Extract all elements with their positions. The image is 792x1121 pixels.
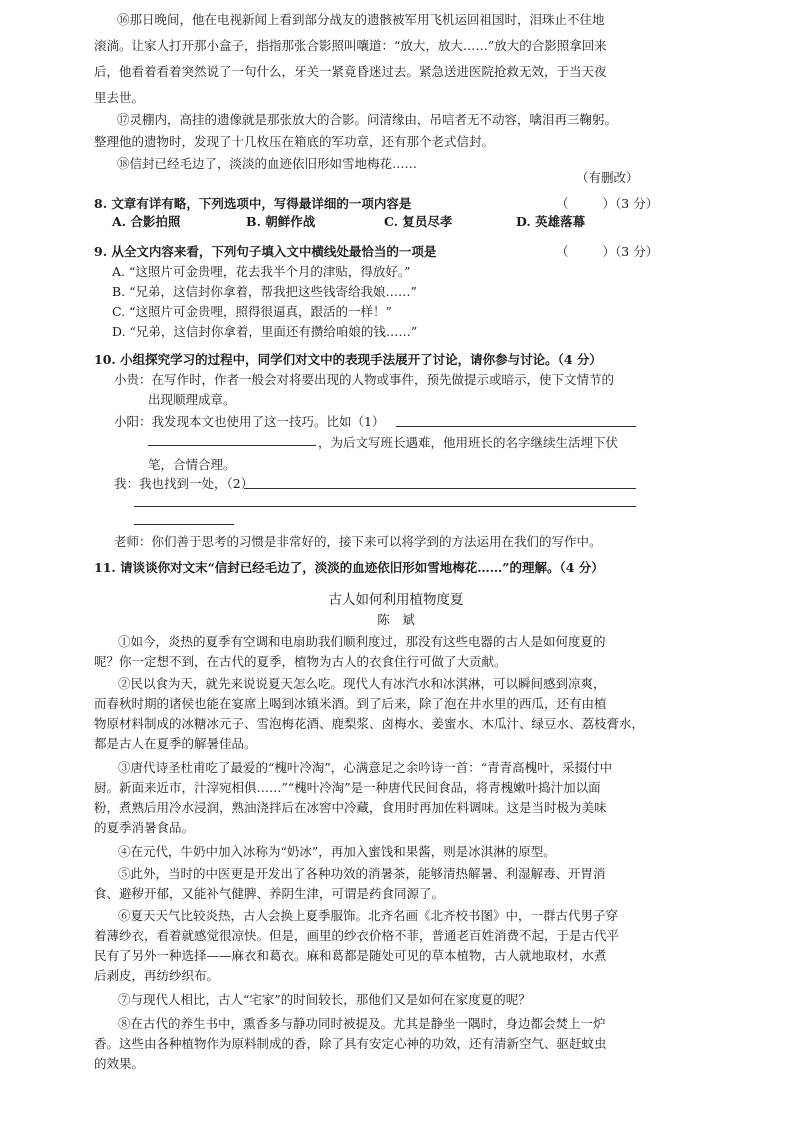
article-p3-line3: 粉，煮熟后用冷水浸润，熟油浇拌后在冰窖中冷藏，食用时再加佐料调味。这是当时极为美味 — [94, 800, 607, 815]
q10-answer2-blank-cont[interactable] — [134, 506, 636, 507]
q10-xiaogui-line1: 小贵：在写作时，作者一般会对将要出现的人物或事件，预先做提示或暗示，使下文情节的 — [114, 372, 615, 387]
q10-answer1-blank[interactable] — [396, 426, 636, 427]
article-p1-line2: 呢？你一定想不到，在古代的夏季，植物为古人的衣食住行可做了大贡献。 — [94, 654, 507, 669]
article-p2-line1: ②民以食为天，就先来说说夏天怎么吃。现代人有冰汽水和冰淇淋，可以瞬间感到凉爽， — [118, 676, 606, 691]
article-p7: ⑦与现代人相比，古人“宅家”的时间较长，那他们又是如何在家度夏的呢？ — [118, 992, 531, 1007]
q8-stem: 8. 文章有详有略，下列选项中，写得最详细的一项内容是 — [94, 196, 412, 211]
story-p17-line1: ⑰灵棚内，高挂的遗像就是那张放大的合影。问清缘由，吊唁者无不动容，噙泪再三鞠躬。 — [117, 112, 618, 127]
article-p3-line1: ③唐代诗圣杜甫吃了最爱的“槐叶冷淘”，心满意足之余吟诗一首：“青青高槐叶，采掇付中 — [118, 760, 613, 775]
story-p18: ⑱信封已经毛边了，淡淡的血迹依旧形如雪地梅花…… — [117, 156, 418, 171]
q10-answer2-blank[interactable] — [244, 488, 636, 489]
q8-option-b: B. 朝鲜作战 — [246, 214, 316, 229]
story-p16-line1: ⑯那日晚间，他在电视新闻上看到部分战友的遗骸被军用飞机运回祖国时，泪珠止不住地 — [117, 12, 605, 27]
story-p16-line2: 滚淌。让家人打开那小盒子，指指那张合影照叫嚷道：“放大，放大……”放大的合影照拿回来 — [94, 38, 607, 53]
article-p4: ④在元代，牛奶中加入冰称为“奶冰”，再加入蜜饯和果酱，则是冰淇淋的原型。 — [118, 844, 556, 859]
q10-teacher-line: 老师：你们善于思考的习惯是非常好的，接下来可以将学到的方法运用在我们的写作中。 — [114, 534, 602, 549]
q10-answer1-blank-cont[interactable] — [148, 445, 316, 446]
article-p8-line2: 香。这些由各种植物作为原料制成的香，除了具有安定心神的功效，还有清新空气、驱赶蚊虫 — [94, 1036, 607, 1051]
q10-xiaoyang-line1: 小阳：我发现本文也使用了这一技巧。比如（1） — [114, 414, 385, 429]
article-p6-line2: 着薄纱衣，看着就感觉很凉快。但是，画里的纱衣价格不菲，普通老百姓消费不起，于是古代平 — [94, 928, 620, 943]
q10-xiaoyang-line2: ，为后文写班长遇难，他用班长的名字继续生活埋下伏 — [318, 435, 619, 450]
article-p6-line1: ⑥夏天天气比较炎热，古人会换上夏季服饰。北齐名画《北齐校书图》中，一群古代男子穿 — [118, 908, 619, 923]
q11-stem: 11. 请谈谈你对文末“信封已经毛边了，淡淡的血迹依旧形如雪地梅花……”的理解。（4 分） — [94, 560, 604, 575]
article-p8-line1: ⑧在古代的养生书中，熏香多与静功同时被提及。尤其是静坐一隅时，身边都会焚上一炉 — [118, 1016, 606, 1031]
q10-stem: 10. 小组探究学习的过程中，同学们对文中的表现手法展开了讨论，请你参与讨论。（4 分） — [94, 352, 602, 367]
story-edited-note: （有删改） — [576, 170, 639, 185]
q8-option-a: A. 合影拍照 — [112, 214, 181, 229]
q10-xiaoyang-line3: 笔，合情合理。 — [148, 457, 236, 472]
q9-option-d: D. “兄弟，这信封你拿着，里面还有攒给咱娘的钱……” — [112, 324, 418, 339]
article-p2-line4: 都是古人在夏季的解暑佳品。 — [94, 736, 257, 751]
q8-option-c: C. 复员尽孝 — [384, 214, 453, 229]
q9-option-b: B. “兄弟，这信封你拿着，帮我把这些钱寄给我娘……” — [112, 284, 417, 299]
story-p16-line4: 里去世。 — [94, 90, 145, 105]
q8-option-d: D. 英雄落幕 — [516, 214, 586, 229]
q10-xiaogui-line2: 出现顺理成章。 — [148, 392, 236, 407]
article-p5-line1: ⑤此外，当时的中医更是开发出了各种功效的消暑茶，能够清热解暑、利湿解毒、开胃消 — [118, 866, 606, 881]
article-p6-line3: 民有了另外一种选择——麻衣和葛衣。麻和葛都是随处可见的草本植物，古人就地取材，水煮 — [94, 948, 607, 963]
article-p8-line3: 的效果。 — [94, 1056, 145, 1071]
q9-answer-bracket[interactable]: （ ）（3 分） — [556, 244, 659, 259]
q8-answer-bracket[interactable]: （ ）（3 分） — [556, 196, 659, 211]
article-p3-line4: 的夏季消暑食品。 — [94, 820, 195, 835]
q9-option-a: A. “这照片可金贵哩，花去我半个月的津贴，得放好。” — [112, 264, 411, 279]
article-title: 古人如何利用植物度夏 — [328, 592, 464, 608]
q10-answer2-blank-end[interactable] — [134, 524, 234, 525]
q9-option-c: C. “这照片可金贵哩，照得很逼真，跟活的一样！” — [112, 304, 392, 319]
story-p17-line2: 整理他的遗物时，发现了十几枚压在箱底的军功章，还有那个老式信封。 — [94, 134, 495, 149]
article-p2-line2: 而春秋时期的诸侯也能在宴席上喝到冰镇米酒。到了后来，除了泡在井水里的西瓜，还有由植 — [94, 696, 607, 711]
article-p1-line1: ①如今，炎热的夏季有空调和电扇助我们顺利度过，那没有这些电器的古人是如何度夏的 — [118, 634, 606, 649]
article-p5-line2: 食、避秽开郁，又能补气健脾、养阴生津，可谓是药食同源了。 — [94, 886, 445, 901]
story-p16-line3: 后，他看着看着突然说了一句什么，牙关一紧竟昏迷过去。紧急送进医院抢救无效，于当天夜 — [94, 64, 607, 79]
article-p6-line4: 后剥皮，再纺纱织布。 — [94, 968, 220, 983]
q10-me-line: 我：我也找到一处，（2） — [114, 476, 254, 491]
article-p2-line3: 物原材料制成的冰糖冰元子、雪泡梅花酒、鹿梨浆、卤梅水、姜蜜水、木瓜汁、绿豆水、荔枝膏水， — [94, 716, 645, 731]
article-p3-line2: 厨。新面来近市，汁滓宛相俱……”“槐叶冷淘”是一种唐代民间食品，将青槐嫩叶捣汁加以面 — [94, 780, 601, 795]
article-author: 陈 斌 — [377, 612, 415, 627]
q9-stem: 9. 从全文内容来看，下列句子填入文中横线处最恰当的一项是 — [94, 244, 437, 259]
